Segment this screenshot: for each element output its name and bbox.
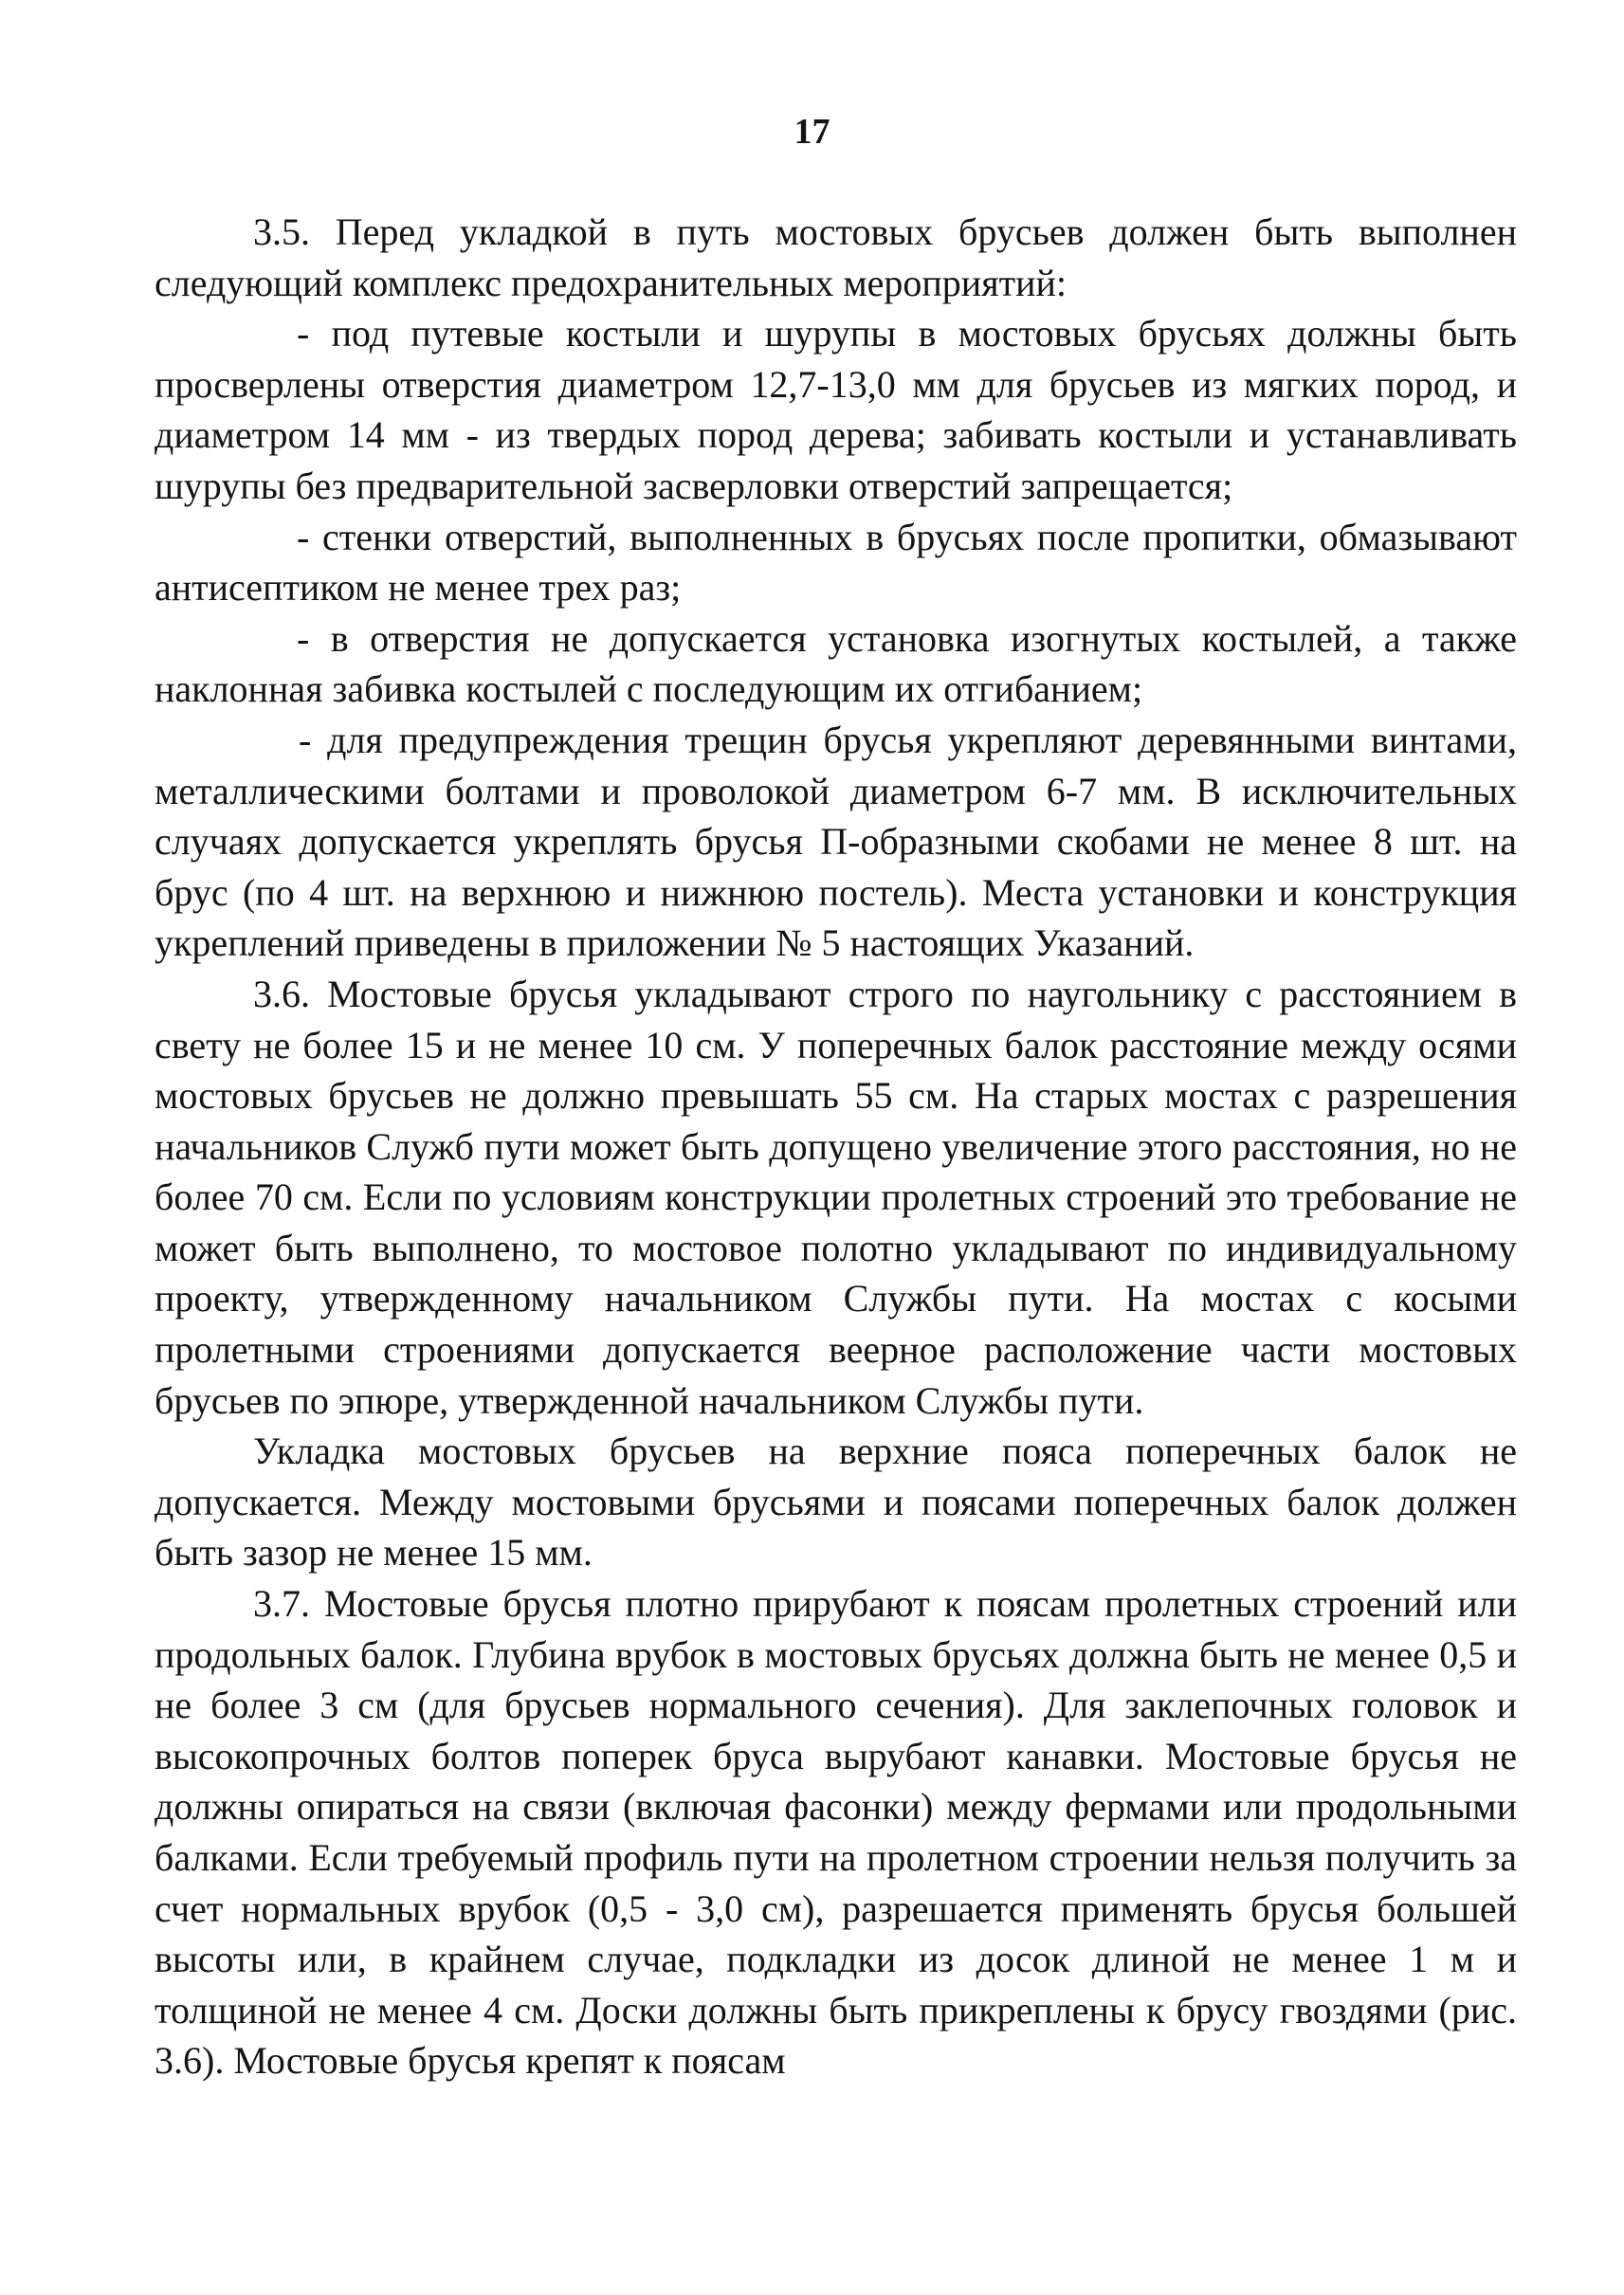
paragraph-3-6: 3.6. Мостовые брусья укладывают строго по наугольнику с расстоянием в свету не более 15 и не менее 10 см. У поперечных балок расстояние между осями мостовых брусьев не должно превышать 55 см. На старых мостах с разрешения начальников Служб пути может быть допущено увеличение этого расстояния, но не более 70 см. Если по условиям конструкции пролетных строений это требование не может быть выполнено, то мостовое полотно укладывают по индивидуальному проекту, утвержденному начальником Службы пути. На мостах с косыми пролетными строениями допускается веерное расположение части мостовых брусьев по эпюре, утвержденной начальником Службы пути.: [155, 972, 1517, 1422]
page-number: 17: [794, 112, 830, 152]
bullet-antiseptic: - стенки отверстий, выполненных в брусьях после пропитки, обмазывают антисептиком не менее трех раз;: [155, 515, 1517, 610]
paragraph-3-5: 3.5. Перед укладкой в путь мостовых брусьев должен быть выполнен следующий комплекс предохранительных мероприятий:: [155, 210, 1517, 304]
paragraph-laying-restriction: Укладка мостовых брусьев на верхние пояса поперечных балок не допускается. Между мостовыми брусьями и поясами поперечных балок должен быть зазор не менее 15 мм.: [155, 1430, 1517, 1575]
body-text: [155, 207, 1517, 2086]
paragraph-3-7: 3.7. Мостовые брусья плотно прирубают к поясам пролетных строений или продольных балок. Глубина врубок в мостовых брусьях должна быть не менее 0,5 и не более 3 см (для брусьев нормального сечения). Для заклепочных головок и высокопрочных болтов поперек бруса вырубают канавки. Мостовые брусья не должны опираться на связи (включая фасонки) между фермами или продольными балками. Если требуемый профиль пути на пролетном строении нельзя получить за счет нормальных врубок (0,5 - 3,0 см), разрешается применять брусья большей высоты или, в крайнем случае, подкладки из досок длиной не менее 1 м и толщиной не менее 4 см. Доски должны быть прикреплены к брусу гвоздями (рис. 3.6). Мостовые брусья крепят к поясам: [155, 1582, 1517, 2083]
bullet-drilling-holes: - под путевые костыли и шурупы в мостовых брусьях должны быть просверлены отверстия диаметром 12,7-13,0 мм для брусьев из мягких пород, и диаметром 14 мм - из твердых пород дерева; забивать костыли и устанавливать шурупы без предварительной засверловки отверстий запрещается;: [155, 312, 1517, 507]
bullet-bent-spikes: - в отверстия не допускается установка изогнутых костылей, а также наклонная забивка костылей с последующим их отгибанием;: [155, 616, 1517, 711]
bullet-crack-prevention: - для предупреждения трещин брусья укрепляют деревянными винтами, металлическими болтами и проволокой диаметром 6-7 мм. В исключительных случаях допускается укреплять брусья П-образными скобами не менее 8 шт. на брус (по 4 шт. на верхнюю и нижнюю постель). Места установки и конструкция укреплений приведены в приложении № 5 настоящих Указаний.: [155, 718, 1517, 965]
